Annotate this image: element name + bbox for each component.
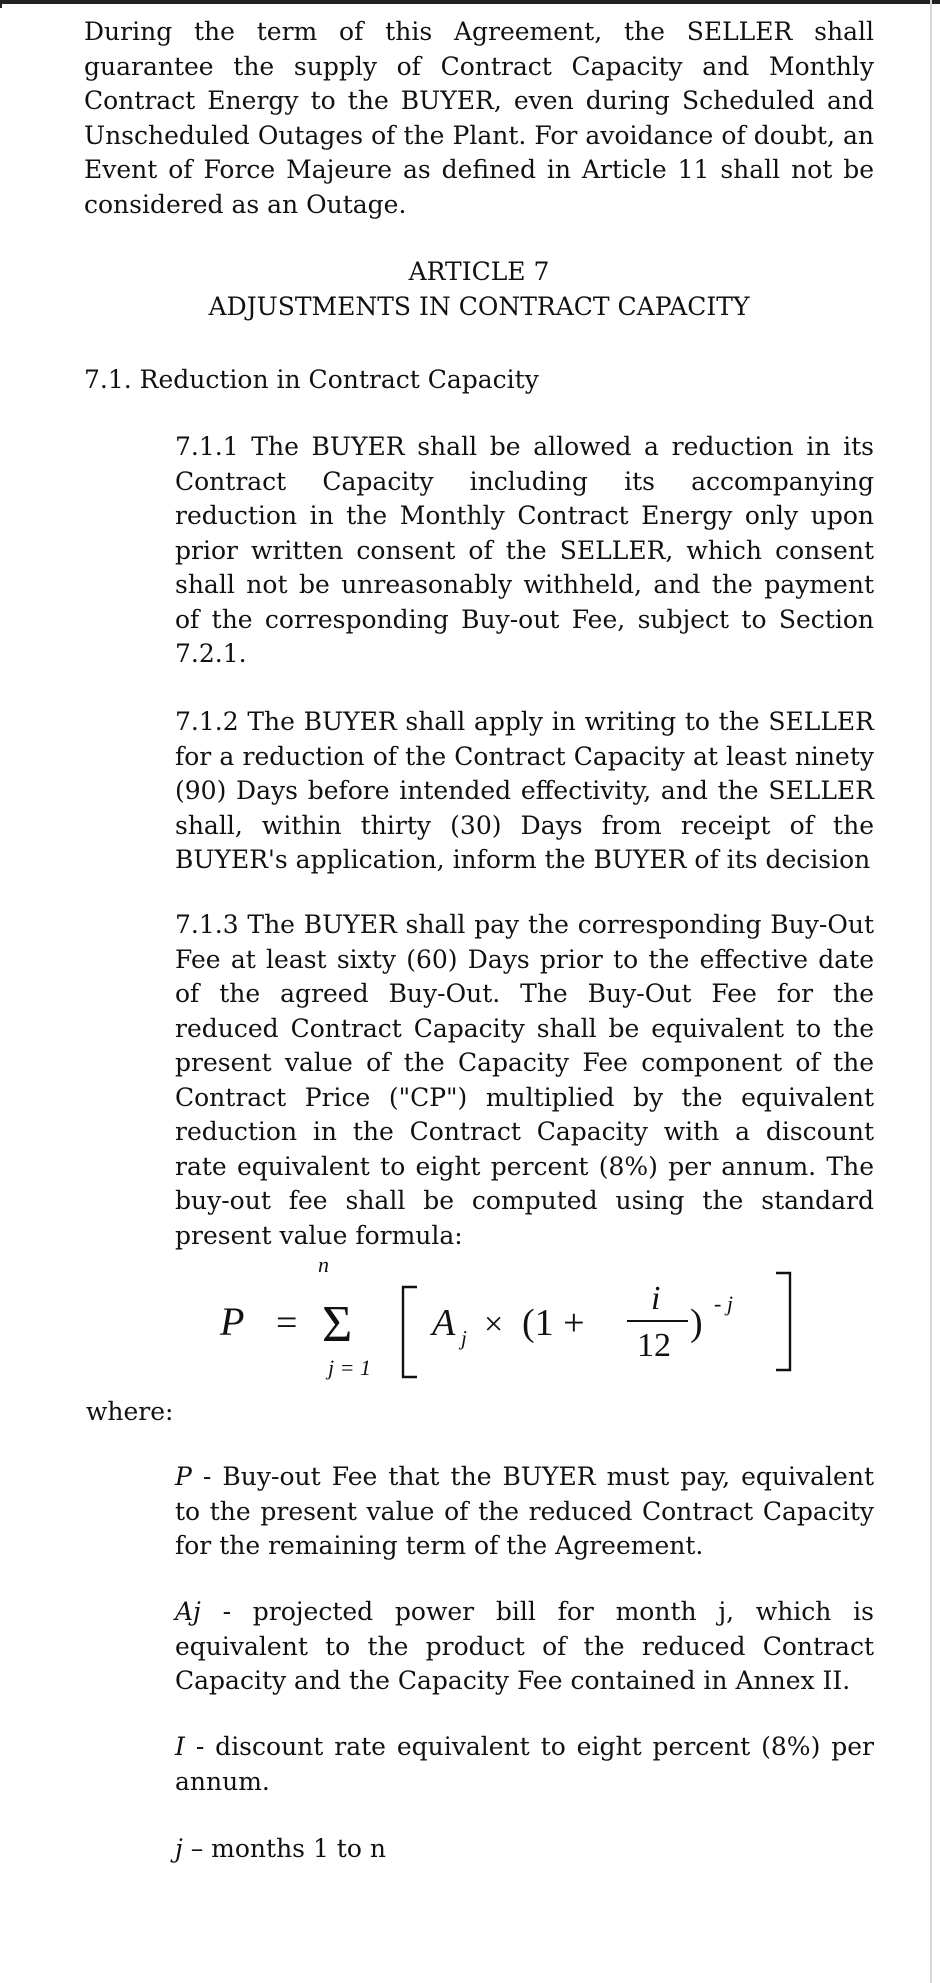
definition-term: I	[175, 1732, 185, 1761]
definition-j	[175, 1832, 874, 1867]
definition-text: – months 1 to n	[182, 1834, 386, 1863]
formula-a: A	[432, 1302, 456, 1344]
formula-paren-close: )	[690, 1302, 703, 1344]
formula-sum-lower: j = 1	[328, 1355, 371, 1380]
where-label: where:	[86, 1397, 174, 1426]
article-title: ADJUSTMENTS IN CONTRACT CAPACITY	[208, 292, 750, 321]
formula-sum-upper: n	[318, 1255, 329, 1277]
top-border-line	[0, 0, 940, 4]
formula-equals: =	[276, 1302, 298, 1344]
formula-right-bracket	[776, 1273, 790, 1370]
definition-aj	[175, 1595, 874, 1699]
definition-i	[175, 1730, 874, 1799]
definition-text: - projected power bill for month j, which is equivalent to the product of the reduced Contract Capacity and the Capacity Fee contained in Annex II.	[175, 1597, 874, 1695]
formula-lhs: P	[220, 1299, 245, 1344]
formula-denominator: 12	[637, 1327, 671, 1364]
intro-paragraph: During the term of this Agreement, the SELLER shall guarantee the supply of Contract Capacity and Monthly Contract Energy to the BUYER, even during Scheduled and Unscheduled Outages of the Plant. For avoidance of doubt, an Event of Force Majeure as defined in Article 11 shall not be considered as an Outage.	[84, 17, 874, 219]
page-edge-shadow	[930, 0, 932, 1983]
formula-sum-sign: Σ	[322, 1296, 353, 1353]
formula-exponent: - j	[714, 1291, 733, 1316]
definition-term: j	[175, 1834, 183, 1863]
formula-left-bracket	[403, 1287, 417, 1377]
formula-times: ×	[484, 1306, 504, 1343]
present-value-formula	[200, 1255, 860, 1395]
article-number: ARTICLE 7	[408, 257, 550, 286]
top-corner-mark	[0, 0, 26, 8]
definition-term: Aj	[175, 1597, 201, 1626]
formula-paren-open: (1 +	[522, 1302, 585, 1344]
clause-7-1-1: 7.1.1 The BUYER shall be allowed a reduction in its Contract Capacity including its accompanying reduction in the Monthly Contract Energy only upon prior written consent of the SELLER, which consent shall not be unreasonably withheld, and the payment of the corresponding Buy-out Fee, subject to Section 7.2.1.	[175, 432, 874, 668]
clause-7-1-2: 7.1.2 The BUYER shall apply in writing to the SELLER for a reduction of the Contract Capacity at least ninety (90) Days before intended effectivity, and the SELLER shall, within thirty (30) Days from receipt of the BUYER's application, inform the BUYER of its decision	[175, 707, 874, 874]
formula-a-subscript: j	[461, 1326, 467, 1350]
section-heading: 7.1. Reduction in Contract Capacity	[84, 365, 539, 394]
definition-term: P	[175, 1462, 192, 1491]
clause-7-1-3: 7.1.3 The BUYER shall pay the corresponding Buy-Out Fee at least sixty (60) Days prior to the effective date of the agreed Buy-Out. The Buy-Out Fee for the reduced Contract Capacity shall be equivalent to the present value of the Capacity Fee component of the Contract Price ("CP") multiplied by the equivalent reduction in the Contract Capacity with a discount rate equivalent to eight percent (8%) per annum. The buy-out fee shall be computed using the standard present value formula:	[175, 910, 874, 1250]
definition-text: - discount rate equivalent to eight percent (8%) per annum.	[175, 1732, 874, 1796]
formula-numerator: i	[651, 1280, 661, 1317]
definition-p	[175, 1460, 874, 1564]
definition-text: - Buy-out Fee that the BUYER must pay, equivalent to the present value of the reduced Contract Capacity for the remaining term of the Agreement.	[175, 1462, 874, 1560]
